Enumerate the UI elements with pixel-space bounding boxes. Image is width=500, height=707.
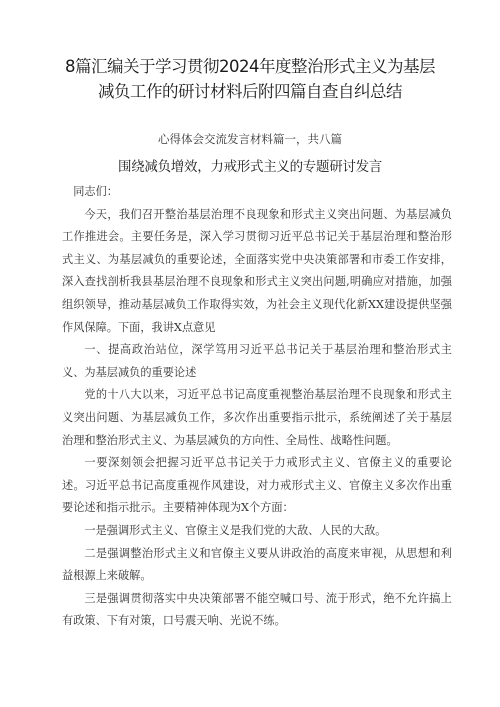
body-paragraph: 一是强调形式主义、官僚主义是我们党的大敌、人民的大敌。 bbox=[84, 523, 387, 537]
document-title-line-1: 8篇汇编关于学习贯彻2024年度整治形式主义为基层 bbox=[65, 57, 435, 76]
document-body bbox=[62, 181, 452, 633]
section-heading: 一、提高政治站位，深学笃用习近平总书记关于基层治理和整治形式主义、为基层减负的重要论述 bbox=[62, 343, 452, 379]
section-subtitle: 心得体会交流发言材料篇一，共八篇 bbox=[158, 132, 342, 146]
body-paragraph: 二是强调整治形式主义和官僚主义要从讲政治的高度来审视，从思想和利益根源上来破解。 bbox=[62, 546, 452, 583]
document-title-line-2: 减负工作的研讨材料后附四篇自查自纠总结 bbox=[98, 82, 402, 101]
speech-title: 围绕减负增效，力戒形式主义的专题研讨发言 bbox=[118, 159, 382, 175]
body-paragraph: 一要深刻领会把握习近平总书记关于力戒形式主义、官僚主义的重要论述。习近平总书记高度重视作风建设，对力戒形式主义、官僚主义多次作出重要论述和指示批示。主要精神体现为X个方面： bbox=[62, 456, 452, 515]
body-paragraph: 党的十八大以来，习近平总书记高度重视整治基层治理不良现象和形式主义突出问题、为基层减负工作，多次作出重要指示批示，系统阐述了关于基层治理和整治形式主义、为基层减负的方向性、全局性、战略性问题。 bbox=[62, 388, 452, 447]
body-paragraph: 三是强调贯彻落实中央决策部署不能空喊口号、流于形式，绝不允许搞上有政策、下有对策，口号震天响、光说不练。 bbox=[62, 591, 452, 628]
greeting-paragraph: 同志们： bbox=[73, 185, 118, 198]
body-paragraph: 今天，我们召开整治基层治理不良现象和形式主义突出问题、为基层减负工作推进会。主要任务是，深入学习贯彻习近平总书记关于基层治理和整治形式主义、为基层减负的重要论述，全面落实党中央决策部署和市委工作安排，深入查找剖析我县基层治理不良现象和形式主义突出问题,明确应对措施，加强组织领导，推动基层减负工作取得实效，为社会主义现代化新XX建设提供坚强作风保障。下面，我讲X点意见 bbox=[62, 207, 452, 334]
